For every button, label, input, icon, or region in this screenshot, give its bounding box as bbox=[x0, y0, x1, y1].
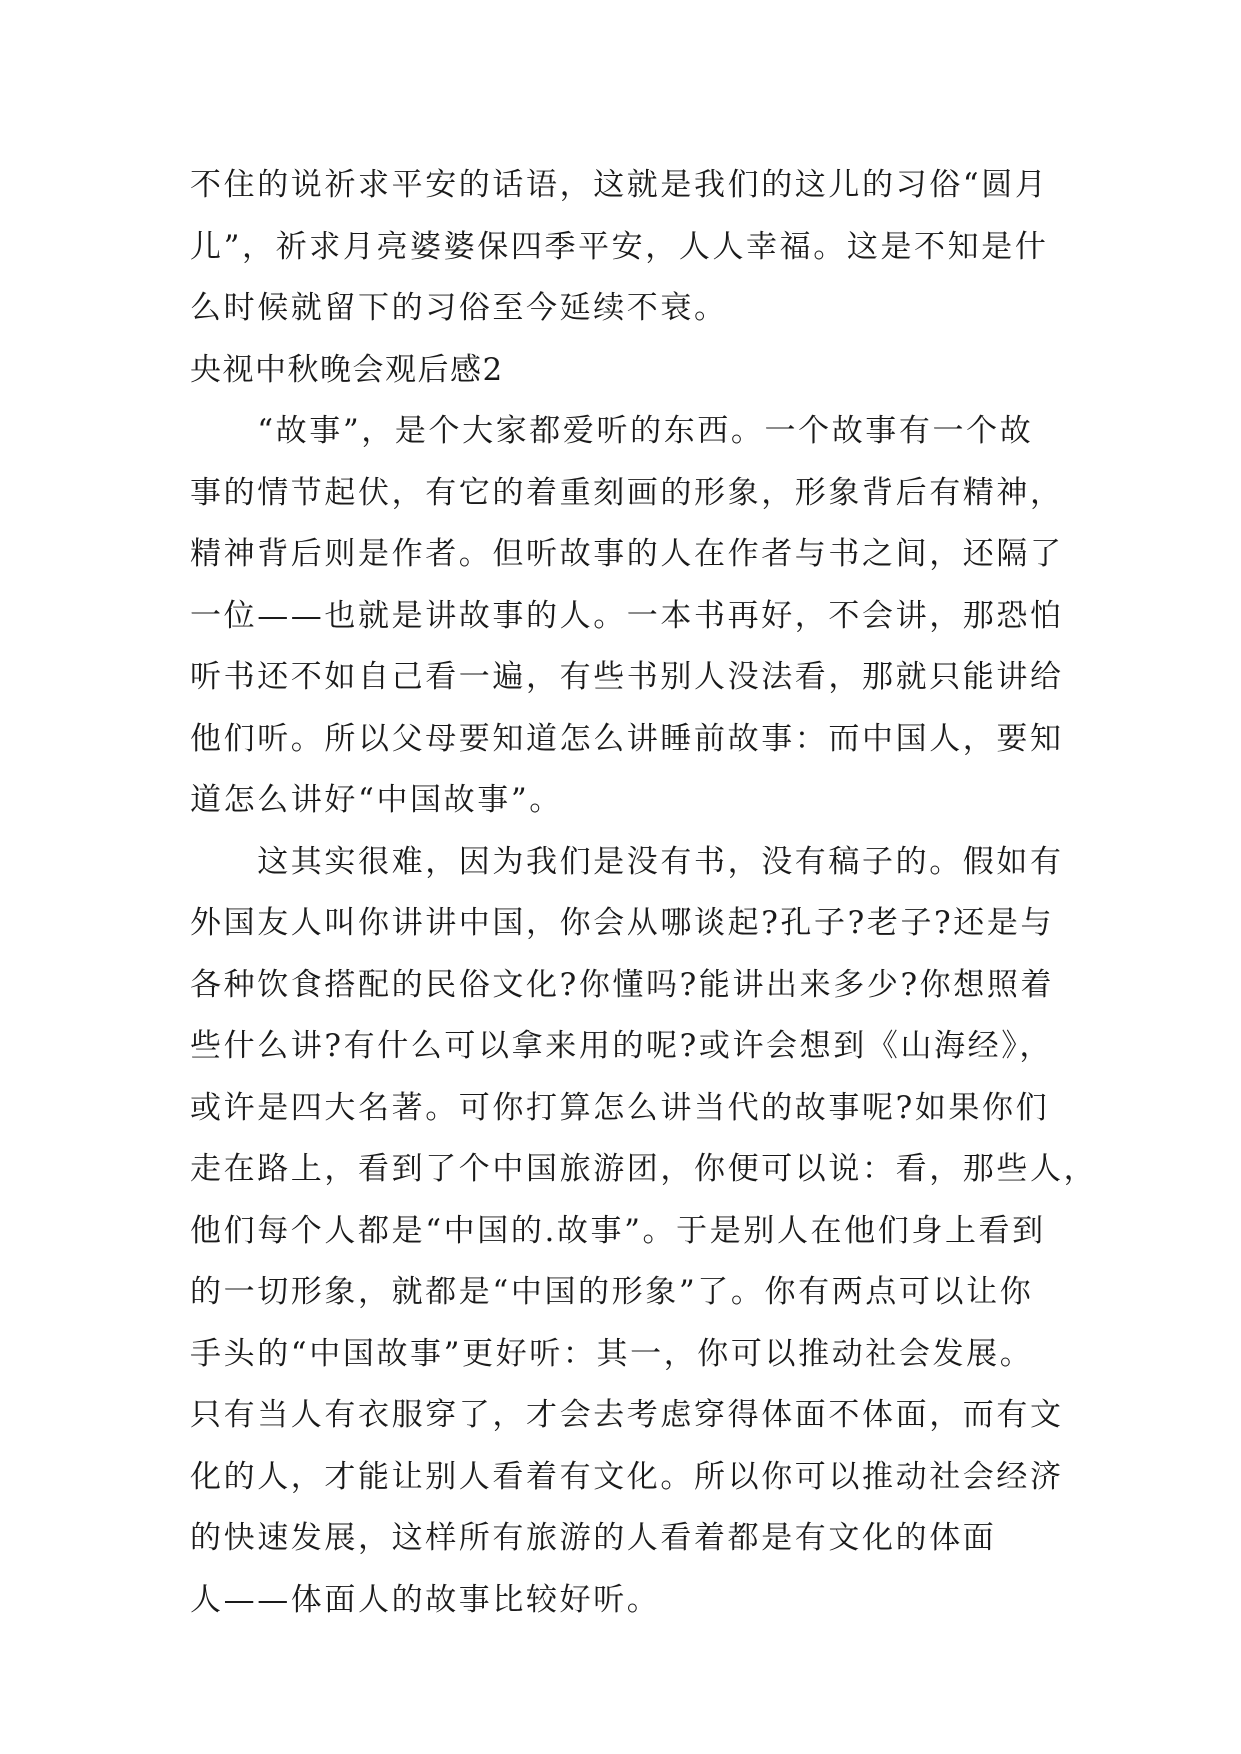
paragraph-2-line-7: 他们每个人都是“中国的.故事”。于是别人在他们身上看到 bbox=[190, 1212, 1046, 1249]
paragraph-2-line-12: 的快速发展，这样所有旅游的人看着都是有文化的体面 bbox=[190, 1520, 997, 1556]
document-body bbox=[190, 155, 1098, 1631]
section-title: 央视中秋晚会观后感2 bbox=[190, 351, 504, 388]
paragraph-2-line-5: 或许是四大名著。可你打算怎么讲当代的故事呢?如果你们 bbox=[190, 1089, 1050, 1126]
continuation-line-2: 儿”，祈求月亮婆婆保四季平安，人人幸福。这是不知是什 bbox=[190, 228, 1049, 265]
paragraph-2-line-9: 手头的“中国故事”更好听：其一，你可以推动社会发展。 bbox=[190, 1335, 1034, 1372]
continuation-line-3: 么时候就留下的习俗至今延续不衰。 bbox=[190, 290, 728, 326]
paragraph-1-line-7: 道怎么讲好“中国故事”。 bbox=[190, 782, 563, 818]
paragraph-2-line-4: 些什么讲?有什么可以拿来用的呢?或许会想到《山海经》， bbox=[190, 1028, 1053, 1064]
paragraph-1-line-1: “故事”，是个大家都爱听的东西。一个故事有一个故 bbox=[190, 413, 1034, 449]
paragraph-2-line-8: 的一切形象，就都是“中国的形象”了。你有两点可以让你 bbox=[190, 1274, 1034, 1310]
paragraph-2-line-3: 各种饮食搭配的民俗文化?你懂吗?能讲出来多少?你想照着 bbox=[190, 966, 1055, 1003]
paragraph-2-line-13: 人——体面人的故事比较好听。 bbox=[190, 1581, 661, 1618]
paragraph-2-line-2: 外国友人叫你讲讲中国，你会从哪谈起?孔子?老子?还是与 bbox=[190, 905, 1055, 941]
paragraph-1-line-5: 听书还不如自己看一遍，有些书别人没法看，那就只能讲给 bbox=[190, 659, 1064, 695]
paragraph-1-line-2: 事的情节起伏，有它的着重刻画的形象，形象背后有精神， bbox=[190, 474, 1064, 511]
paragraph-2-line-11: 化的人，才能让别人看着有文化。所以你可以推动社会经济 bbox=[190, 1458, 1064, 1495]
paragraph-2-line-1: 这其实很难，因为我们是没有书，没有稿子的。假如有 bbox=[190, 843, 1064, 880]
paragraph-2-line-10: 只有当人有衣服穿了，才会去考虑穿得体面不体面，而有文 bbox=[190, 1397, 1064, 1433]
paragraph-2-line-6: 走在路上，看到了个中国旅游团，你便可以说：看，那些人， bbox=[190, 1151, 1098, 1187]
continuation-line-1: 不住的说祈求平安的话语，这就是我们的这儿的习俗“圆月 bbox=[190, 167, 1049, 203]
paragraph-1-line-4: 一位——也就是讲故事的人。一本书再好，不会讲，那恐怕 bbox=[190, 597, 1064, 634]
paragraph-1-line-3: 精神背后则是作者。但听故事的人在作者与书之间，还隔了 bbox=[190, 536, 1064, 572]
paragraph-1-line-6: 他们听。所以父母要知道怎么讲睡前故事：而中国人，要知 bbox=[190, 720, 1064, 757]
